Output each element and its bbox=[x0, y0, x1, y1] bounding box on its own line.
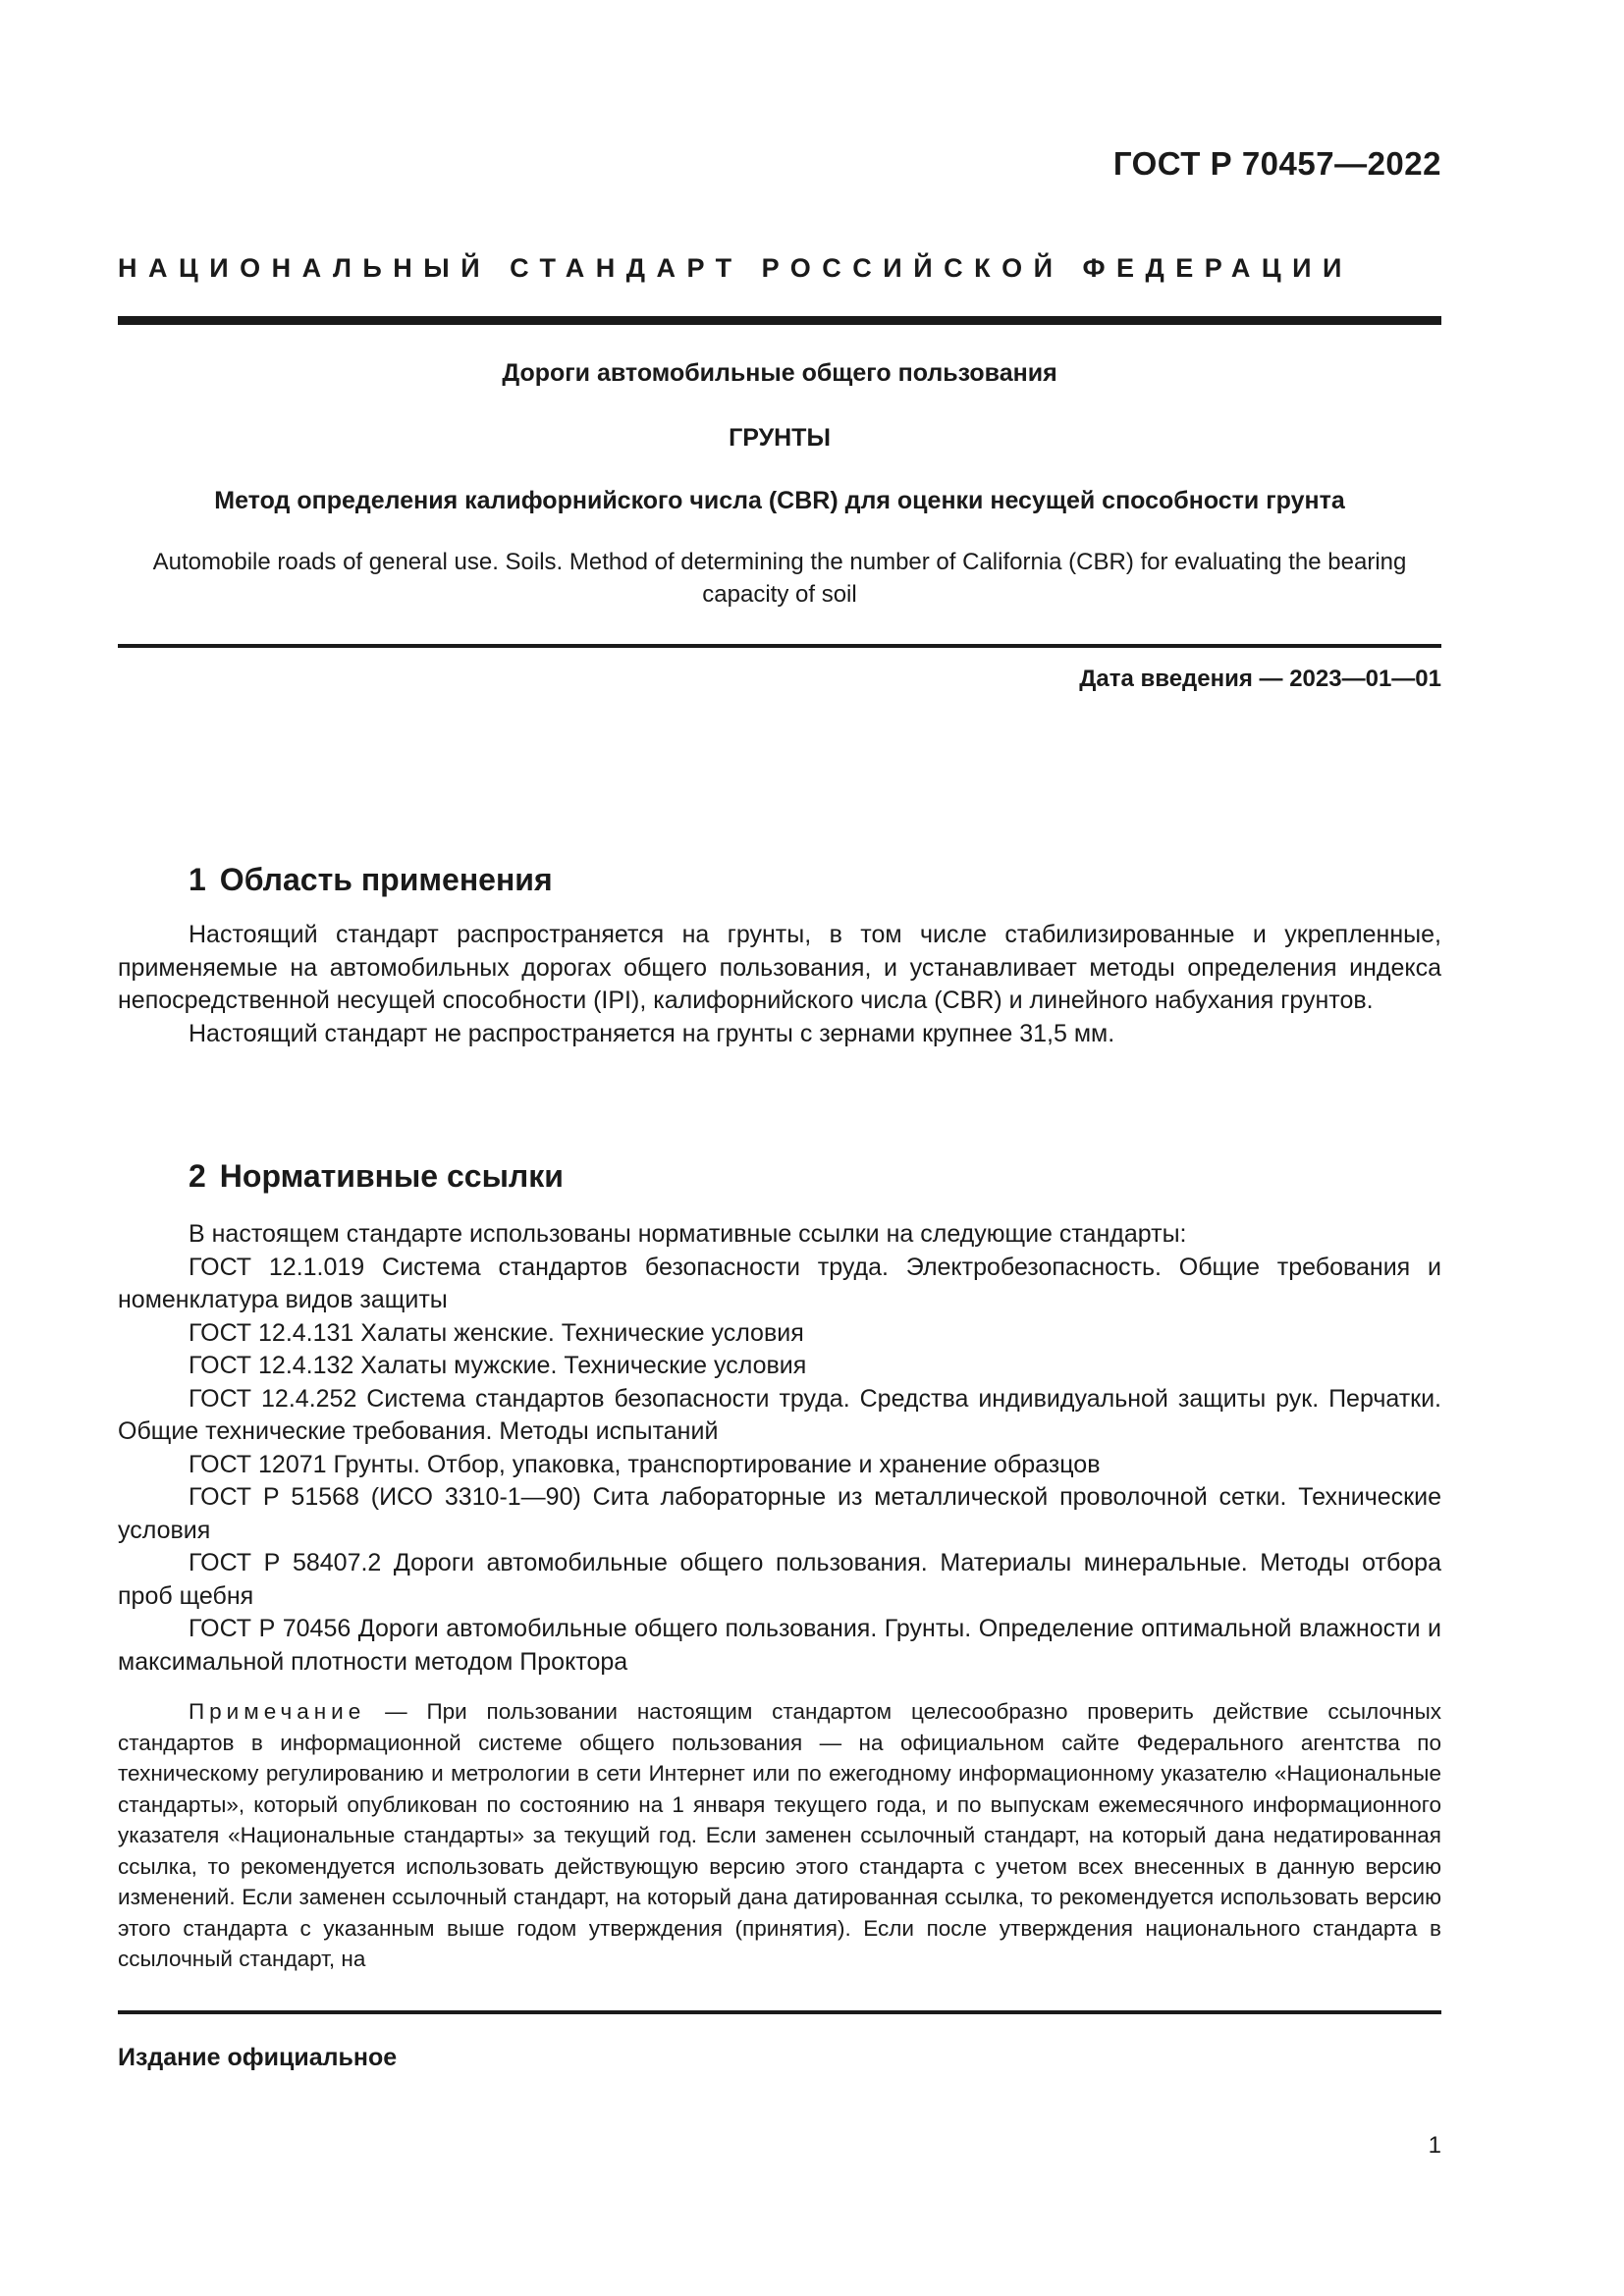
footer-rule bbox=[118, 2010, 1441, 2014]
reference-item: ГОСТ Р 70456 Дороги автомобильные общего пользования. Грунты. Определение оптимальной влажности и максимальной плотности методом Проктора bbox=[118, 1615, 1441, 1676]
section-1-title: Область применения bbox=[219, 862, 553, 897]
national-standard-title: НАЦИОНАЛЬНЫЙ СТАНДАРТ РОССИЙСКОЙ ФЕДЕРАЦИИ bbox=[118, 253, 1353, 283]
reference-item: ГОСТ 12.1.019 Система стандартов безопасности труда. Электробезопасность. Общие требования и номенклатура видов защиты bbox=[118, 1253, 1441, 1313]
header-rule bbox=[118, 316, 1441, 325]
paragraph: Настоящий стандарт распространяется на грунты, в том числе стабилизированные и укрепленные, применяемые на автомобильных дорогах общего пользования, и устанавливает методы определения индекса непосредственной несущей способности (IPI), калифорнийского числа (CBR) и линейного набухания грунтов. bbox=[118, 921, 1441, 1014]
title-rule bbox=[118, 644, 1441, 648]
reference-item: ГОСТ 12.4.252 Система стандартов безопасности труда. Средства индивидуальной защиты рук. Перчатки. Общие технические требования. Методы испытаний bbox=[118, 1384, 1441, 1445]
page-number: 1 bbox=[1428, 2132, 1441, 2159]
section-2-heading bbox=[189, 1158, 564, 1195]
section-1-number: 1 bbox=[189, 862, 206, 897]
reference-item: ГОСТ 12.4.132 Халаты мужские. Технические условия bbox=[189, 1352, 807, 1379]
reference-item: ГОСТ 12071 Грунты. Отбор, упаковка, транспортирование и хранение образцов bbox=[189, 1450, 1101, 1478]
section-2-number: 2 bbox=[189, 1158, 206, 1194]
document-number: ГОСТ Р 70457—2022 bbox=[1112, 145, 1441, 182]
section-2-body bbox=[118, 1218, 1441, 1679]
section-1-body bbox=[118, 919, 1441, 1050]
reference-item: ГОСТ 12.4.131 Халаты женские. Технические условия bbox=[189, 1318, 804, 1347]
references-note bbox=[118, 1696, 1441, 1975]
reference-item: ГОСТ Р 58407.2 Дороги автомобильные общего пользования. Материалы минеральные. Методы отбора проб щебня bbox=[118, 1549, 1441, 1610]
section-2-title: Нормативные ссылки bbox=[219, 1158, 564, 1194]
reference-item: ГОСТ Р 51568 (ИСО 3310-1—90) Сита лабораторные из металлической проволочной сетки. Технические условия bbox=[118, 1483, 1441, 1544]
method-title: Метод определения калифорнийского числа (CBR) для оценки несущей способности грунта bbox=[214, 487, 1345, 514]
official-edition-label: Издание официальное bbox=[118, 2044, 398, 2071]
subject-title: ГРУНТЫ bbox=[729, 424, 831, 452]
section-1-heading bbox=[189, 862, 553, 898]
introduction-date: Дата введения — 2023—01—01 bbox=[1079, 666, 1441, 692]
group-title: Дороги автомобильные общего пользования bbox=[502, 359, 1057, 387]
paragraph: Настоящий стандарт не распространяется на грунты с зернами крупнее 31,5 мм. bbox=[189, 1019, 1115, 1047]
note-text: — При пользовании настоящим стандартом целесообразно проверить действие ссылочных стандартов в информационной системе общего пользования — на официальном сайте Федерального агентства по техническому регулированию и метрологии в сети Интернет или по ежегодному информационному указателю «Национальные стандарты», который опубликован по состоянию на 1 января текущего года, и по выпускам ежемесячного информационного указателя «Национальные стандарты» за текущий год. Если заменен ссылочный стандарт, на который дана недатированная ссылка, то рекомендуется использовать действующую версию этого стандарта с учетом всех внесенных в данную версию изменений. Если заменен ссылочный стандарт, на который дана датированная ссылка, то рекомендуется использовать версию этого стандарта с указанным выше годом утверждения (принятия). Если после утверждения национального стандарта в ссылочный стандарт, на bbox=[118, 1699, 1441, 1971]
note-label: Примечание bbox=[189, 1699, 366, 1724]
english-title: Automobile roads of general use. Soils. Method of determining the number of California (CBR) for evaluating the bearing capacity of soil bbox=[152, 549, 1407, 608]
references-intro: В настоящем стандарте использованы нормативные ссылки на следующие стандарты: bbox=[189, 1220, 1187, 1248]
